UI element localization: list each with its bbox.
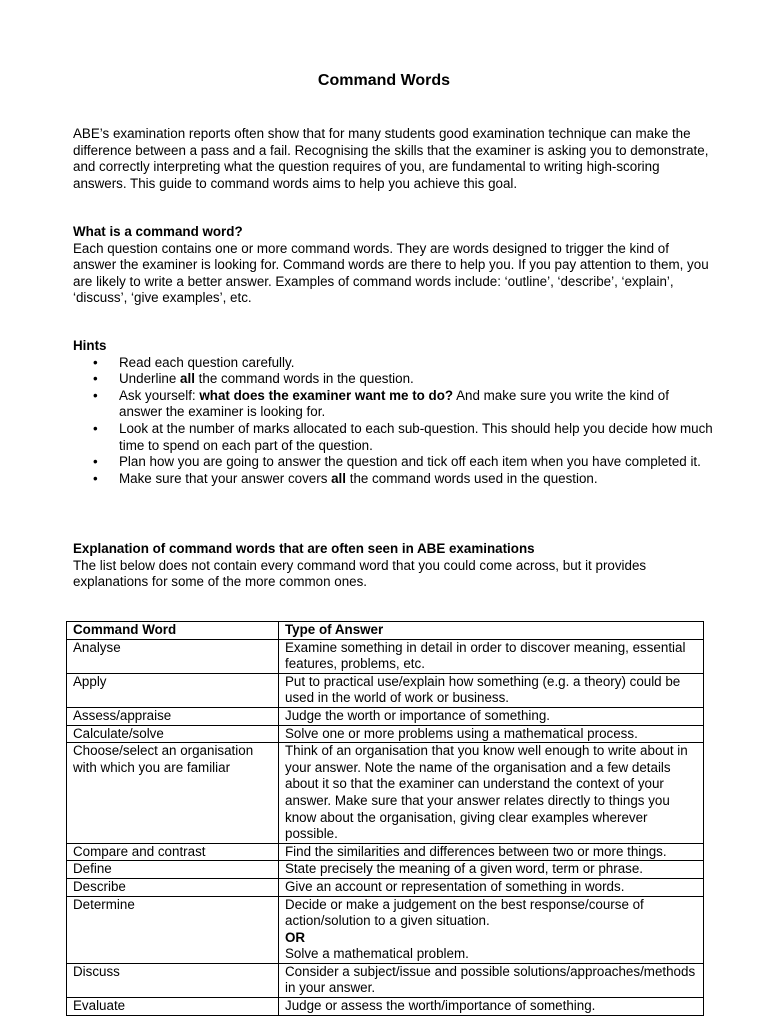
hint-item: • Underline all the command words in the question. [93,371,414,387]
column-header-command-word: Command Word [67,622,279,640]
hint-item: • Read each question carefully. [93,354,295,370]
table-row [67,639,704,673]
command-word-cell: Discuss [67,963,279,997]
hint-item: • Look at the number of marks allocated to each sub-question. This should help you decide how much time to spend on each part of the question. [93,420,713,453]
bullet-icon: • [93,371,98,387]
table-row [67,963,704,997]
bullet-icon: • [93,470,98,486]
table-row [67,861,704,879]
bullet-icon: • [93,420,98,436]
answer-cell: Consider a subject/issue and possible solutions/approaches/methods in your answer. [279,963,704,997]
table-row [67,743,704,844]
command-word-cell: Calculate/solve [67,725,279,743]
explanation-paragraph: The list below does not contain every command word that you could come across, but it provides explanations for some of the more common ones. [73,557,647,590]
table-row [67,896,704,963]
command-word-cell: Analyse [67,639,279,673]
answer-cell: Decide or make a judgement on the best response/course of action/solution to a given situation. OR Solve a mathematical problem. [279,896,704,963]
bullet-icon: • [93,454,98,470]
answer-cell: Solve one or more problems using a mathematical process. [279,725,704,743]
command-word-cell: Assess/appraise [67,707,279,725]
explanation-section [73,541,713,591]
intro-section [73,126,713,192]
hint-item: • Plan how you are going to answer the question and tick off each item when you have completed it. [93,454,701,470]
table-row [67,843,704,861]
hints-list [73,355,713,488]
answer-cell: Find the similarities and differences between two or more things. [279,843,704,861]
page-title: Command Words [317,72,451,89]
answer-cell: Judge the worth or importance of something. [279,707,704,725]
answer-cell: Give an account or representation of something in words. [279,878,704,896]
command-word-cell: Describe [67,878,279,896]
or-label: OR [285,929,306,945]
table-row [67,725,704,743]
command-word-section [73,224,713,307]
table-header-row [67,622,704,640]
command-word-cell: Compare and contrast [67,843,279,861]
command-word-cell: Define [67,861,279,879]
answer-cell: Think of an organisation that you know well enough to write about in your answer. Note the name of the organisation and a few details about it so that the examiner can understand the context of your answer. Make sure that your answer relates directly to things you know about the organisation, giving clear examples wherever possible. [279,743,704,844]
command-word-cell: Determine [67,896,279,963]
hints-heading: Hints [73,338,107,353]
command-word-cell: Evaluate [67,998,279,1016]
hint-item: • Ask yourself: what does the examiner want me to do? And make sure you write the kind of answer the examiner is looking for. [93,387,669,420]
column-header-type-of-answer: Type of Answer [279,622,704,640]
bullet-icon: • [93,387,98,403]
answer-cell: Examine something in detail in order to discover meaning, essential features, problems, etc. [279,639,704,673]
command-word-paragraph: Each question contains one or more command words. They are words designed to trigger the kind of answer the examiner is looking for. Command words are there to help you. If you pay attention to them, you are likely to write a better answer. Examples of command words include: ‘outline’, ‘describe’, ‘explain’, ‘discuss’, ‘give examples’, etc. [73,240,709,306]
answer-cell: Judge or assess the worth/importance of something. [279,998,704,1016]
table-row [67,998,704,1016]
command-words-table [66,621,704,1016]
table-row [67,878,704,896]
answer-cell: State precisely the meaning of a given word, term or phrase. [279,861,704,879]
hint-item: • Make sure that your answer covers all the command words used in the question. [93,470,598,486]
answer-cell: Put to practical use/explain how something (e.g. a theory) could be used in the world of work or business. [279,673,704,707]
command-word-cell: Choose/select an organisation with which you are familiar [67,743,279,844]
command-word-heading: What is a command word? [73,224,243,239]
table-row [67,673,704,707]
hints-section [73,338,713,487]
bullet-icon: • [93,354,98,370]
intro-paragraph: ABE’s examination reports often show that for many students good examination technique can make the difference between a pass and a fail. Recognising the skills that the examiner is asking you to demonstrate, and correctly interpreting what the question requires of you, are fundamental to writing high-scoring answers. This guide to command words aims to help you achieve this goal. [73,126,709,191]
table-row [67,707,704,725]
command-word-cell: Apply [67,673,279,707]
explanation-heading: Explanation of command words that are often seen in ABE examinations [73,541,535,556]
